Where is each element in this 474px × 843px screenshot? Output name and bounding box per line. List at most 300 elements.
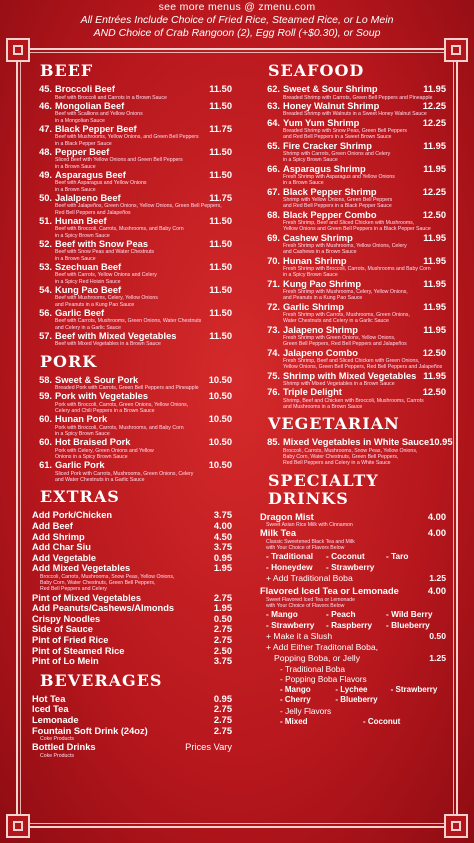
item-price: 3.75 (213, 656, 232, 667)
right-column (260, 60, 453, 727)
item-price: 2.75 (213, 725, 232, 736)
flavor-option: - Wild Berry (386, 608, 433, 619)
menu-item (32, 239, 232, 250)
item-number: 60. (39, 414, 52, 425)
menu-item (32, 193, 232, 204)
flavor-option: - Coconut (326, 551, 365, 562)
item-number: 56. (39, 307, 52, 318)
item-price: 11.95 (423, 278, 446, 289)
item-description: Fresh Shrimp with Asparagus and Yellow Onions (283, 174, 395, 181)
item-number: 68. (267, 209, 280, 220)
item-price: 12.25 (422, 117, 446, 128)
item-number: 69. (267, 232, 280, 243)
item-description: Classic Sweetened Black Tea and Milk (266, 538, 355, 545)
item-number: 45. (39, 84, 52, 94)
flavor-row (260, 551, 446, 562)
menu-item (32, 510, 232, 521)
menu-item (32, 704, 232, 715)
item-description: Pork with Broccoli, Carrots, Green Onions, Yellow Onions, (55, 401, 189, 408)
beef-list (32, 84, 232, 348)
flavor-option (386, 562, 446, 573)
item-name (260, 256, 414, 267)
menu-item (260, 325, 446, 336)
item-description: in a Black Pepper Sauce (55, 140, 112, 147)
menu-item (32, 646, 232, 657)
flavor-option: - Blueberry (386, 619, 430, 630)
item-name-text: Hunan Beef (55, 215, 107, 226)
item-name: Milk Tea (260, 528, 296, 539)
item-name: Flavored Iced Tea or Lemonade (260, 585, 399, 596)
item-price: 10.50 (208, 391, 232, 402)
option-price: 1.25 (429, 652, 446, 663)
item-name-text: Add Beef (32, 520, 73, 531)
menu-item (32, 694, 232, 705)
item-name (260, 348, 414, 359)
flavor-row (260, 685, 446, 696)
menu-item (32, 84, 232, 95)
flavor-option: - Strawberry (326, 562, 375, 573)
item-name-text: Cashew Shrimp (283, 232, 353, 243)
menu-item (32, 603, 232, 614)
menu-item (32, 521, 232, 532)
item-description: Baby Corn, Water Chestnuts, Green Bell Peppers, (283, 454, 399, 461)
item-name-text: Garlic Shrimp (283, 301, 344, 312)
item-number: 53. (39, 261, 52, 272)
menu-item (32, 563, 232, 574)
item-price: 11.95 (423, 163, 446, 174)
menu-item (260, 387, 446, 398)
menu-item (260, 528, 446, 539)
item-price: 2.50 (213, 645, 232, 656)
item-name-text: Hot Braised Pork (55, 437, 131, 448)
item-name-text: Asparagus Shrimp (283, 163, 366, 174)
menu-item (260, 141, 446, 152)
item-name (32, 170, 200, 181)
item-description: Coke Products (40, 752, 75, 759)
notice-line-1: All Entrées Include Choice of Fried Rice, Steamed Rice, or Lo Mein (80, 14, 394, 26)
menu-item (260, 164, 446, 175)
item-number: 46. (39, 100, 52, 111)
item-name-text: Pint of Lo Mein (32, 656, 99, 667)
item-name (260, 187, 414, 198)
item-description: in a Brown Sauce (55, 255, 96, 262)
option-price: 0.50 (429, 630, 446, 641)
item-name (32, 308, 200, 319)
item-description: Beef with Snow Peas and Water Chestnuts (55, 249, 154, 256)
menu-item (260, 371, 446, 382)
jelly-label: - Jelly Flavors (280, 705, 332, 716)
item-name (260, 118, 414, 129)
item-name-text: Pork with Vegetables (55, 391, 149, 402)
menu-item (32, 593, 232, 604)
flavor-option: - Taro (386, 551, 409, 562)
flavor-option: - Mixed (280, 716, 308, 726)
item-name-text: Sweet & Sour Shrimp (283, 84, 378, 94)
item-price: 11.50 (209, 146, 232, 157)
menu-item (32, 437, 232, 448)
iced-tea-flavors (260, 609, 446, 631)
menu-item (260, 256, 446, 267)
beverages-list (32, 694, 232, 759)
item-name (260, 84, 414, 95)
notice-line-2: AND Choice of Crab Rangoon (2), Egg Roll (+$0.30), or Soup (93, 26, 381, 39)
item-name-text: Fire Cracker Shrimp (283, 140, 372, 151)
menu-item (32, 391, 232, 402)
item-name-text: Black Pepper Beef (55, 123, 137, 134)
item-name-text: Iced Tea (32, 704, 69, 715)
item-name-text: Add Shrimp (32, 531, 85, 542)
item-description: Red Bell Peppers and Celery in a White Sauce (283, 460, 391, 467)
item-description: Broccoli, Carrots, Mushrooms, Snow Peas, Yellow Onions, (40, 573, 175, 580)
menu-item (32, 170, 232, 181)
item-description: Beef with Mushrooms, Celery, Yellow Onions (55, 295, 158, 302)
menu-item (32, 532, 232, 543)
item-name-text: Black Pepper Combo (283, 209, 377, 220)
item-name-text: Add Vegetable (32, 552, 97, 563)
item-name (32, 101, 200, 112)
item-price: 4.00 (427, 528, 446, 539)
item-price: 10.50 (208, 437, 232, 448)
item-price: 11.75 (209, 192, 232, 203)
item-description: in a Brown Sauce (55, 163, 96, 170)
item-description: Beef with Carrots, Mushrooms, Green Onions, Water Chestnuts (55, 318, 202, 325)
item-description: Green Bell Peppers, Red Bell Peppers and Jalapeños (283, 341, 407, 348)
item-price: 4.00 (213, 520, 232, 531)
item-name (32, 624, 200, 635)
item-price: 0.95 (213, 552, 232, 563)
flavor-option: - Lychee (335, 684, 368, 694)
item-description: Beef with Jalapeños, Green Onions, Yellow Onions, Green Bell Peppers, (55, 203, 222, 210)
item-price: 4.00 (427, 585, 446, 596)
item-name-text: Bottled Drinks (32, 742, 96, 753)
flavor-row (260, 717, 446, 728)
item-number: 66. (267, 163, 280, 174)
item-description: Shrimp with Yellow Onions, Green Bell Peppers (283, 197, 393, 204)
popping-boba-label: - Popping Boba Flavors (280, 674, 367, 685)
item-number: 61. (39, 460, 52, 471)
menu-item (260, 302, 446, 313)
watermark-link[interactable]: see more menus @ zmenu.com (158, 1, 316, 13)
item-description: Baby Corn, Water Chestnuts, Green Bell Peppers, (40, 580, 156, 587)
item-description: Yellow Onions and Green Bell Peppers in a Black Pepper Sauce (283, 226, 431, 233)
item-price: 10.95 (429, 437, 453, 448)
menu-item (260, 512, 446, 523)
menu-item (32, 262, 232, 273)
item-name-text: Kung Pao Beef (55, 284, 122, 295)
item-description: and Mushrooms in a Brown Sauce (283, 404, 363, 411)
item-price: 3.75 (213, 510, 232, 521)
menu-item (32, 101, 232, 112)
item-name-text: Jalalpeno Beef (55, 192, 121, 203)
item-price: 11.95 (423, 140, 446, 151)
item-price: Prices Vary (185, 742, 232, 753)
item-price: 11.50 (209, 307, 232, 318)
item-price: 12.50 (422, 387, 446, 398)
item-name (32, 635, 200, 646)
item-name (260, 101, 414, 112)
item-description: Beef with Broccoli and Carrots in a Brown Sauce (55, 94, 167, 101)
item-name-text: Hunan Pork (55, 414, 108, 425)
item-number: 57. (39, 330, 52, 341)
item-name (32, 553, 200, 564)
item-name (32, 239, 200, 250)
item-description: Pork with Broccoli, Carrots, Mushrooms, and Baby Corn (55, 424, 184, 431)
item-name-text: Add Mixed Vegetables (32, 563, 131, 574)
item-name (32, 521, 200, 532)
item-description: and Red Bell Peppers in a Black Pepper Sauce (283, 203, 392, 210)
item-name-text: Asparagus Beef (55, 169, 126, 180)
item-description: Fresh Shrimp, Beef and Sliced Chicken with Green Onions, (283, 358, 420, 365)
item-name (32, 331, 200, 342)
item-number: 47. (39, 123, 52, 134)
item-name (32, 375, 200, 386)
item-description: with Your Choice of Flavors Below (266, 602, 345, 609)
item-name-text: Pepper Beef (55, 146, 110, 157)
flavor-row (260, 562, 446, 573)
item-description: Breaded Shrimp with Walnuts in a Sweet Honey Walnut Sauce (283, 111, 427, 118)
item-description: Beef with Carrots, Yellow Onions and Celery (55, 272, 157, 279)
option-label: + Make it a Slush (266, 630, 333, 641)
menu-item (260, 348, 446, 359)
item-number: 60. (39, 437, 52, 448)
item-name (32, 726, 200, 737)
item-name-text: Mixed Vegetables in White Sauce (283, 437, 430, 448)
item-price: 11.50 (209, 330, 232, 341)
menu-item (32, 726, 232, 737)
item-number: 63. (267, 100, 280, 111)
item-description: Water Chestnuts and Celery in a Garlic Sauce (283, 318, 389, 325)
left-column (32, 60, 232, 759)
item-name-text: Broccoli Beef (55, 84, 115, 94)
flavor-option: - Raspberry (326, 619, 373, 630)
option-label: Popping Boba, or Jelly (274, 652, 360, 663)
item-name-text: Add Char Siu (32, 542, 91, 553)
item-name-text: Honey Walnut Shrimp (283, 100, 380, 111)
item-description: Broccoli, Carrots, Mushrooms, Snow Peas, Yellow Onions, (283, 447, 418, 454)
menu-item (260, 437, 453, 448)
flavor-option: - Mango (280, 684, 311, 694)
item-name-text: Mongolian Beef (55, 100, 125, 111)
item-description: and Peanuts in a Kung Pao Sauce (55, 301, 135, 308)
item-name (32, 460, 200, 471)
item-number: 76. (267, 387, 280, 398)
item-number: 48. (39, 146, 52, 157)
extras-list (32, 510, 232, 666)
item-description: and Peanuts in a Kung Pao Sauce (283, 295, 363, 302)
corner-ornament-icon (444, 814, 468, 838)
flavor-option: - Cherry (280, 695, 311, 705)
menu-item (32, 147, 232, 158)
item-number: 70. (267, 255, 280, 266)
item-number: 52. (39, 238, 52, 249)
add-boba-option (260, 642, 446, 653)
menu-item (32, 285, 232, 296)
item-name (32, 563, 200, 574)
item-price: 12.50 (422, 347, 446, 358)
item-name (32, 704, 200, 715)
item-number: 49. (39, 169, 52, 180)
item-name (32, 262, 200, 273)
flavor-option: - Traditional (266, 551, 314, 562)
item-description: Red Bell Peppers and Jalapeños (55, 209, 131, 216)
flavor-option: - Mango (266, 608, 298, 619)
item-price: 1.95 (213, 563, 232, 574)
item-name-text: Kung Pao Shrimp (283, 278, 361, 289)
item-number: 64. (267, 117, 280, 128)
add-boba-option (260, 573, 446, 584)
menu-item (32, 216, 232, 227)
item-price: 10.50 (208, 460, 232, 471)
flavor-option (391, 695, 446, 706)
item-number: 72. (267, 301, 280, 312)
item-description: in a Brown Sauce (55, 186, 96, 193)
item-description: Yellow Onions, Green Bell Peppers, Red Bell Peppers and Jalapeños (283, 364, 443, 371)
item-description: in a Spicy Brown Sauce (55, 232, 110, 239)
menu-item (32, 331, 232, 342)
item-name (32, 510, 200, 521)
flavor-option: - Blueberry (335, 695, 378, 705)
item-price: 2.75 (213, 592, 232, 603)
item-price: 2.75 (213, 624, 232, 635)
section-title-specialty-drinks: SPECIALTY DRINKS (268, 470, 379, 508)
item-description: in a Spicy Brown Sauce (283, 272, 338, 279)
item-name (260, 387, 414, 398)
item-name (260, 371, 416, 382)
item-name-text: Sweet & Sour Pork (55, 374, 139, 385)
menu-item (260, 210, 446, 221)
item-name-text: Add Pork/Chicken (32, 510, 113, 521)
milk-tea-flavors (260, 551, 446, 573)
item-description: Fresh Shrimp with Mushrooms, Celery, Yellow Onions, (283, 289, 408, 296)
section-title-pork: PORK (40, 351, 98, 371)
item-number: 67. (267, 186, 280, 197)
item-price: 1.95 (213, 603, 232, 614)
item-number: 75. (267, 370, 280, 381)
item-name: Dragon Mist (260, 511, 314, 522)
item-name (260, 210, 414, 221)
item-description: in a Spicy Brown Sauce (283, 157, 338, 164)
menu-item (32, 308, 232, 319)
flavor-option: - Coconut (363, 716, 401, 726)
item-description: Breaded Shrimp with Snow Peas, Green Bell Peppers (283, 128, 407, 135)
flavor-option: - Honeydew (266, 562, 313, 573)
corner-ornament-icon (6, 814, 30, 838)
popping-boba-flavors (260, 685, 446, 706)
item-description: Shrimp with Carrots, Green Onions and Celery (283, 151, 391, 158)
item-name (32, 694, 200, 705)
item-name-text: Pint of Steamed Rice (32, 645, 125, 656)
item-number: 85. (267, 437, 280, 448)
section-title-extras: EXTRAS (40, 487, 120, 507)
item-name (32, 124, 200, 135)
flavor-option: - Strawberry (266, 619, 315, 630)
item-description: Fresh Shrimp with Green Onions, Yellow Onions, (283, 335, 396, 342)
item-number: 58. (39, 374, 52, 385)
item-price: 10.50 (208, 374, 232, 385)
item-description: and Red Bell Peppers in a Sweet Brown Sauce (283, 134, 392, 141)
item-name (32, 646, 200, 657)
pork-list (32, 375, 232, 484)
item-price: 12.50 (422, 209, 446, 220)
menu-item (32, 635, 232, 646)
menu-item (32, 375, 232, 386)
traditional-boba: - Traditional Boba (280, 663, 346, 674)
item-description: Coke Products (40, 736, 75, 743)
flavor-row (260, 609, 446, 620)
item-name (32, 603, 200, 614)
item-price: 12.25 (422, 100, 446, 111)
item-description: Fresh Shrimp, Beef and Sliced Chicken with Mushrooms, (283, 220, 415, 227)
item-number: 51. (39, 215, 52, 226)
menu-item (260, 187, 446, 198)
item-name-text: Triple Delight (283, 387, 342, 398)
item-name-text: Hot Tea (32, 693, 66, 704)
item-name (32, 391, 200, 402)
item-number: 74. (267, 347, 280, 358)
item-name-text: Side of Sauce (32, 624, 93, 635)
item-name (260, 233, 414, 244)
item-description: Sweet Flavored Iced Tea or Lemonade (266, 596, 356, 603)
item-price: 2.75 (213, 714, 232, 725)
flavor-row (260, 695, 446, 706)
item-number: 62. (267, 84, 280, 94)
item-description: Breaded Pork with Carrots, Green Bell Peppers and Pineapple (55, 385, 199, 392)
item-name (32, 656, 200, 667)
jelly-flavors (260, 717, 446, 728)
item-name-text: Pint of Fried Rice (32, 634, 109, 645)
item-description: and Water Chestnuts in a Garlic Sauce (55, 477, 145, 484)
item-name-text: Add Peanuts/Cashews/Almonds (32, 603, 175, 614)
item-price: 4.00 (427, 511, 446, 522)
entree-notice (0, 14, 474, 39)
menu-item (32, 715, 232, 726)
item-description: with Your Choice of Flavors Below (266, 545, 345, 552)
item-name-text: Beef with Mixed Vegetables (55, 330, 177, 341)
menu-item (260, 118, 446, 129)
item-name (260, 164, 414, 175)
item-name (32, 216, 200, 227)
item-price: 0.95 (213, 693, 232, 704)
item-name-text: Garlic Pork (55, 460, 105, 471)
item-number: 71. (267, 278, 280, 289)
item-name-text: Crispy Noodles (32, 613, 101, 624)
item-description: Breaded Shrimp with Carrots, Green Bell Peppers and Pineapple (283, 94, 433, 101)
item-description: in a Mongolian Sauce (55, 117, 105, 124)
item-description: in a Brown Sauce (283, 180, 324, 187)
item-description: in a Spicy Brown Sauce (55, 431, 110, 438)
add-boba-option-cont (260, 653, 446, 664)
item-name-text: Beef with Snow Peas (55, 238, 148, 249)
item-number: 54. (39, 284, 52, 295)
item-name-text: Hunan Shrimp (283, 255, 347, 266)
vegetarian-list (260, 437, 453, 467)
section-title-seafood: SEAFOOD (268, 61, 365, 80)
slush-option (260, 631, 446, 642)
item-description: and Celery in a Garlic Sauce (55, 324, 122, 331)
flavor-row (260, 620, 446, 631)
item-description: Pork with Celery, Green Onions and Yellow (55, 447, 154, 454)
item-description: Beef with Mixed Vegetables in a Brown Sauce (55, 341, 161, 348)
item-description: Beef with Scallions and Yellow Onions (55, 111, 143, 118)
item-name (32, 437, 200, 448)
menu-item (260, 101, 446, 112)
item-price: 2.75 (213, 634, 232, 645)
item-price: 11.50 (209, 169, 232, 180)
item-price: 11.95 (423, 324, 446, 335)
menu-item (32, 460, 232, 471)
item-price: 3.75 (213, 542, 232, 553)
item-description: Sweet Asian Rice Milk with Cinnamon (266, 522, 353, 529)
